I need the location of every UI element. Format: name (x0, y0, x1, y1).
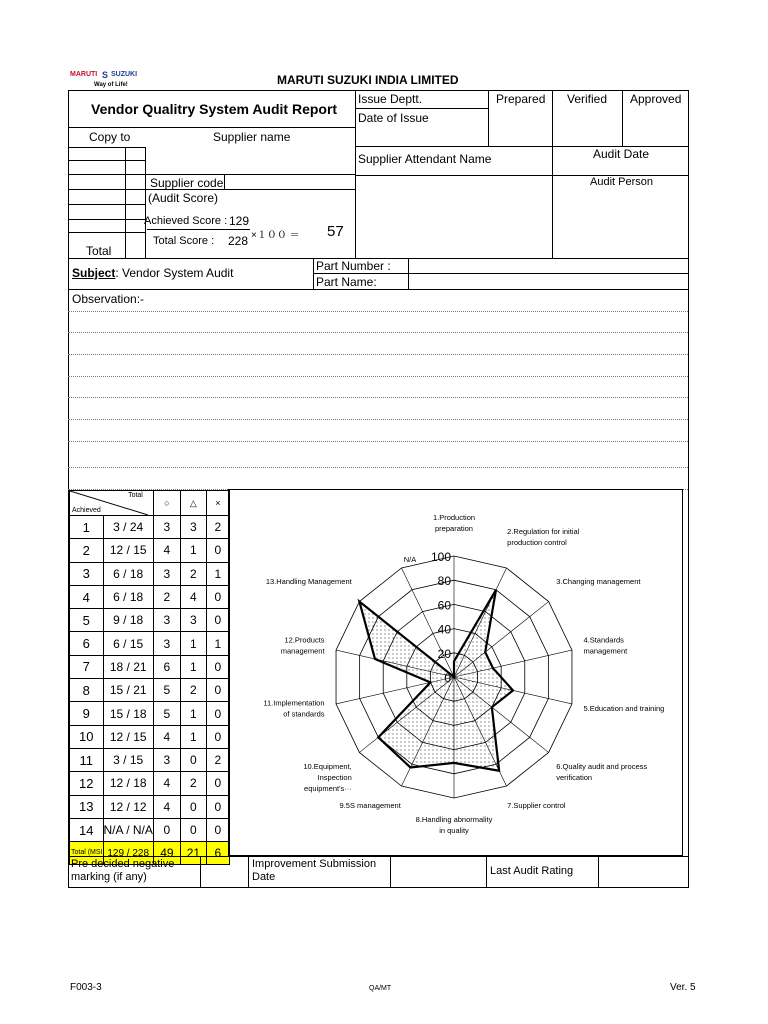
audit-score-label: (Audit Score) (148, 191, 219, 205)
row-score: 15 / 21 (103, 679, 153, 702)
hdr-achieved: Achieved (72, 507, 101, 514)
row-number: 5 (70, 609, 104, 632)
row-number: 2 (70, 539, 104, 562)
hdr-cross: × (206, 491, 229, 516)
row-number: 11 (70, 748, 104, 771)
row-triangle: 1 (180, 539, 206, 562)
row-score: 6 / 18 (103, 562, 153, 585)
total-row-triangle: 21 (180, 842, 206, 865)
radar-axis-label: of standards (283, 709, 325, 719)
row-number: 7 (70, 655, 104, 678)
radar-tick-label: 100 (430, 550, 451, 564)
row-circle: 4 (153, 795, 180, 818)
row-score: 6 / 18 (103, 585, 153, 608)
subject-text: : Vendor System Audit (115, 266, 234, 280)
row-score: 6 / 15 (103, 632, 153, 655)
row-triangle: 1 (180, 655, 206, 678)
part-number-label: Part Number : (316, 259, 391, 273)
negative-marking-label: Pre decided negative marking (if any) (71, 858, 175, 883)
row-score: 12 / 15 (103, 725, 153, 748)
row-triangle: 1 (180, 725, 206, 748)
row-cross: 0 (206, 725, 229, 748)
date-of-issue-label: Date of Issue (358, 111, 429, 125)
row-triangle: 4 (180, 585, 206, 608)
total-label: Total (86, 244, 112, 258)
row-triangle: 2 (180, 562, 206, 585)
row-cross: 0 (206, 655, 229, 678)
report-title: Vendor Qualitry System Audit Report (91, 101, 338, 117)
radar-axis-label: 1.Production (432, 513, 476, 522)
row-number: 6 (70, 632, 104, 655)
dept-code: QA/MT (369, 985, 392, 992)
radar-tick-label: 0 (444, 671, 451, 685)
row-circle: 4 (153, 725, 180, 748)
row-circle: 5 (153, 702, 180, 725)
row-score: 18 / 21 (103, 655, 153, 678)
total-row-score: 129 / 228 (103, 842, 153, 865)
row-score: 15 / 18 (103, 702, 153, 725)
suzuki-s-icon: S (102, 70, 109, 80)
prepared-label: Prepared (496, 92, 546, 106)
row-number: 14 (70, 818, 104, 841)
row-score: 12 / 18 (103, 772, 153, 795)
row-circle: 4 (153, 772, 180, 795)
row-circle: 3 (153, 632, 180, 655)
row-circle: 3 (153, 562, 180, 585)
part-name-label: Part Name: (316, 275, 377, 289)
row-number: 10 (70, 725, 104, 748)
radar-axis-label: 9.5S management (339, 801, 401, 811)
row-cross: 1 (206, 632, 229, 655)
row-circle: 6 (153, 655, 180, 678)
row-circle: 2 (153, 585, 180, 608)
verified-label: Verified (567, 92, 608, 106)
radar-axis-label: Inspection (317, 772, 352, 782)
version-label: Ver. 5 (670, 982, 696, 993)
radar-axis-label: 2.Regulation for initial (507, 526, 580, 536)
row-circle: 3 (153, 516, 180, 539)
achieved-score-label: Achieved Score : (144, 215, 228, 227)
row-circle: 4 (153, 539, 180, 562)
radar-axis-label: 5.Education and training (583, 703, 665, 713)
logo-tagline: Way of Life! (94, 82, 128, 88)
radar-tick-label: 80 (437, 574, 451, 589)
supplier-name-label: Supplier name (213, 130, 291, 144)
subject-heading: Subject (72, 266, 116, 280)
row-score: 12 / 12 (103, 795, 153, 818)
radar-axis-label: 12.Products (284, 635, 325, 645)
form-code: F003-3 (70, 982, 102, 993)
total-score-value: 228 (228, 234, 249, 248)
hdr-circle: ○ (153, 491, 180, 516)
total-row-cross: 6 (206, 842, 229, 865)
row-score: N/A / N/A (103, 818, 153, 841)
row-score: 3 / 15 (103, 748, 153, 771)
row-number: 12 (70, 772, 104, 795)
radar-axis-label: equipment's··· (304, 783, 352, 793)
row-cross: 0 (206, 679, 229, 702)
radar-axis-label: in quality (439, 826, 469, 835)
total-row-circle: 49 (153, 842, 180, 865)
logo-brand-left: MARUTI (70, 71, 98, 78)
row-triangle: 1 (180, 702, 206, 725)
hdr-triangle: △ (180, 491, 206, 516)
radar-axis-label: 10.Equipment, (303, 761, 352, 771)
radar-axis-label: N/A (403, 555, 417, 564)
row-number: 4 (70, 585, 104, 608)
row-circle: 3 (153, 748, 180, 771)
radar-axis-label: verification (556, 772, 593, 782)
radar-axis-label: 11.Implementation (263, 698, 325, 708)
issue-dept-label: Issue Deptt. (358, 92, 423, 106)
radar-axis-label: 4.Standards (583, 635, 624, 645)
row-number: 9 (70, 702, 104, 725)
improvement-label: Improvement Submission Date (252, 858, 377, 883)
row-circle: 5 (153, 679, 180, 702)
row-cross: 1 (206, 562, 229, 585)
audit-score-result: 57 (327, 223, 344, 240)
row-triangle: 3 (180, 609, 206, 632)
audit-person-label: Audit Person (590, 176, 653, 188)
total-score-label: Total Score : (153, 235, 215, 247)
radar-axis-label: 8.Handling abnormality (415, 815, 493, 824)
row-score: 12 / 15 (103, 539, 153, 562)
row-triangle: 1 (180, 632, 206, 655)
radar-axis-label: 7.Supplier control (507, 801, 566, 811)
radar-tick-label: 20 (437, 646, 451, 661)
achieved-score-value: 129 (229, 214, 250, 228)
row-number: 1 (70, 516, 104, 539)
row-cross: 0 (206, 818, 229, 841)
radar-tick-label: 60 (437, 598, 451, 613)
row-cross: 0 (206, 585, 229, 608)
row-triangle: 2 (180, 772, 206, 795)
radar-axis-label: 13.Handling Management (265, 577, 352, 587)
row-cross: 0 (206, 772, 229, 795)
total-row-label: Total (MSI (70, 842, 104, 865)
row-triangle: 2 (180, 679, 206, 702)
row-number: 3 (70, 562, 104, 585)
radar-axis-label: production control (507, 537, 567, 547)
last-audit-rating-label: Last Audit Rating (490, 865, 574, 877)
row-number: 13 (70, 795, 104, 818)
logo-brand-right: SUZUKI (111, 71, 138, 78)
row-number: 8 (70, 679, 104, 702)
row-cross: 0 (206, 609, 229, 632)
radar-axis-label: preparation (435, 524, 473, 533)
row-triangle: 0 (180, 818, 206, 841)
hdr-total: Total (128, 492, 143, 499)
row-triangle: 0 (180, 795, 206, 818)
radar-tick-label: 40 (437, 622, 451, 637)
copy-to-label: Copy to (89, 130, 131, 144)
row-score: 9 / 18 (103, 609, 153, 632)
company-name: MARUTI SUZUKI INDIA LIMITED (277, 73, 459, 87)
supplier-code-label: Supplier code (150, 176, 224, 190)
radar-axis-label: 6.Quality audit and process (556, 761, 648, 771)
audit-date-label: Audit Date (593, 147, 650, 161)
row-cross: 0 (206, 795, 229, 818)
supplier-attendant-label: Supplier Attendant Name (358, 152, 492, 166)
row-circle: 3 (153, 609, 180, 632)
row-cross: 0 (206, 539, 229, 562)
multiplier-text: ×１００ ＝ (251, 230, 300, 241)
row-triangle: 3 (180, 516, 206, 539)
observation-label: Observation:- (72, 292, 145, 306)
row-cross: 0 (206, 702, 229, 725)
radar-axis-label: management (280, 646, 325, 656)
radar-axis-label: management (583, 646, 628, 656)
approved-label: Approved (630, 92, 682, 106)
row-circle: 0 (153, 818, 180, 841)
row-cross: 2 (206, 748, 229, 771)
row-cross: 2 (206, 516, 229, 539)
radar-axis-label: 3.Changing management (556, 577, 641, 587)
row-triangle: 0 (180, 748, 206, 771)
row-score: 3 / 24 (103, 516, 153, 539)
